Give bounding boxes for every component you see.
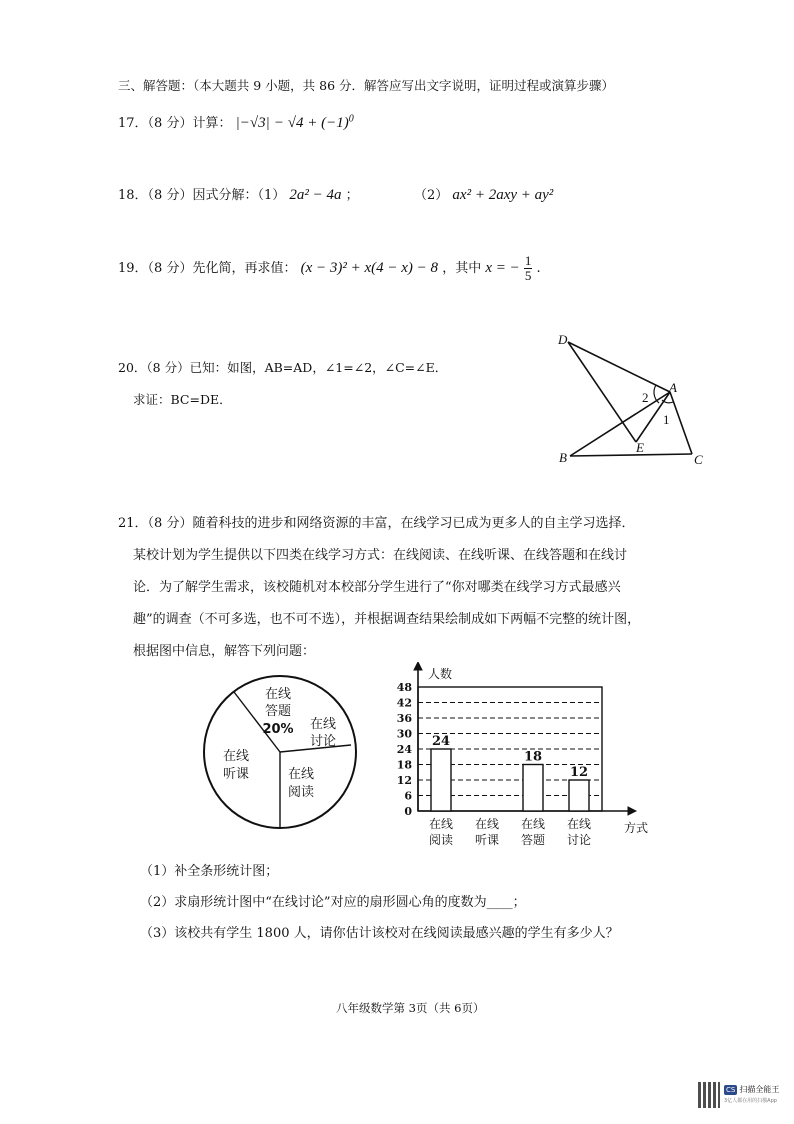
y-tick-label-24: 24 (396, 743, 412, 756)
pie-slice-answer-percent: 20% (262, 722, 294, 737)
segment-BA (570, 392, 670, 456)
x-axis-title: 方式 (624, 821, 649, 835)
pie-slice-listen-l2: 听课 (222, 767, 250, 782)
label-B: B (559, 450, 567, 465)
q21-sub-2: （2）求扇形统计图中“在线讨论”对应的扇形圆心角的度数为____； (140, 895, 526, 910)
bar-value-label-0: 24 (431, 734, 451, 749)
q17-exponent: 0 (348, 113, 354, 125)
pie-chart (196, 672, 366, 837)
q21-line-2: 某校计划为学生提供以下四类在线学习方式：在线阅读、在线听课、在线答题和在线讨 (133, 548, 628, 563)
y-axis-arrow (414, 662, 422, 670)
q18-label: 18．（8 分）因式分解：（1） (118, 188, 286, 203)
y-tick-label-48: 48 (396, 681, 412, 694)
label-C: C (694, 452, 703, 467)
q19-x-eq: x = − (485, 260, 520, 276)
x-tick-label-3-line1: 在线 (566, 817, 592, 831)
question-19 (118, 254, 541, 283)
question-18-part2 (414, 184, 553, 204)
x-tick-label-2-line1: 在线 (520, 817, 546, 831)
y-tick-label-42: 42 (396, 696, 412, 710)
label-D: D (558, 332, 568, 347)
label-E: E (636, 440, 644, 455)
label-angle-2: 2 (642, 390, 649, 405)
y-tick-label-6: 6 (404, 789, 412, 803)
q18-sep: ； (345, 188, 359, 203)
q18-part2: ax² + 2axy + ay² (452, 187, 554, 203)
x-tick-label-2-line2: 答题 (520, 833, 546, 847)
label-angle-1: 1 (663, 412, 670, 427)
page-footer: 八年级数学第 3页（共 6页） (336, 1001, 485, 1015)
x-tick-label-1-line1: 在线 (474, 817, 500, 831)
x-tick-label-1-line2: 听课 (474, 833, 500, 847)
q21-line-4: 趣”的调查（不可多选，也不可不选），并根据调查结果绘制成如下两幅不完整的统计图， (133, 612, 641, 627)
bar-2 (523, 765, 543, 812)
y-tick-label-18: 18 (396, 758, 412, 772)
q21-sub-1: （1）补全条形统计图； (140, 864, 279, 879)
geometry-figure (550, 330, 720, 470)
section-header: 三、解答题：（本大题共 9 小题，共 86 分．解答应写出文字说明，证明过程或演算步骤） (118, 78, 615, 93)
scanner-name: 扫描全能王 (739, 1085, 780, 1094)
pie-slice-answer-l2: 答题 (264, 704, 292, 719)
segment-DA (568, 342, 670, 392)
pie-slice-read-l2: 阅读 (287, 785, 315, 800)
scanner-badge: CS (726, 1086, 736, 1094)
qr-code-icon (698, 1082, 720, 1108)
q17-abs-term: |−√3| (235, 115, 270, 131)
q19-denominator: 5 (524, 268, 532, 283)
question-18 (118, 184, 359, 204)
pie-slice-discuss-l2: 讨论 (309, 734, 337, 749)
q21-line-5: 根据图中信息，解答下列问题： (133, 644, 316, 659)
q19-end: . (536, 261, 541, 276)
segment-BC (570, 454, 692, 456)
scanner-logo (724, 1084, 779, 1104)
segment-DE (568, 342, 636, 442)
pie-slice-read-l1: 在线 (287, 767, 315, 782)
pie-slice-answer-l1: 在线 (264, 687, 292, 702)
y-tick-label-30: 30 (396, 727, 412, 741)
label-A: A (669, 380, 677, 395)
bar-value-label-2: 18 (523, 749, 543, 765)
y-tick-label-36: 36 (396, 712, 412, 725)
q17-label: 17．（8 分）计算： (118, 116, 232, 131)
segment-AC (670, 392, 692, 454)
pie-slice-listen-l1: 在线 (222, 749, 250, 764)
y-axis-title: 人数 (428, 667, 453, 681)
pie-slice-discuss-l1: 在线 (309, 717, 337, 732)
x-tick-label-3-line2: 讨论 (566, 833, 592, 847)
q21-line-3: 论．为了解学生需求，该校随机对本校部分学生进行了“你对哪类在线学习方式最感兴 (133, 580, 621, 595)
q19-label: 19．（8 分）先化简，再求值： (118, 261, 297, 276)
bar-3 (569, 780, 589, 811)
q19-cond: ，其中 (442, 261, 482, 276)
q18-part1: 2a² − 4a (289, 187, 342, 203)
q20-given: 20．（8 分）已知：如图，AB=AD，∠1=∠2，∠C=∠E． (118, 360, 448, 375)
bar-0 (431, 749, 451, 811)
q21-line-1: 21．（8 分）随着科技的进步和网络资源的丰富，在线学习已成为更多人的自主学习选择． (118, 516, 635, 531)
q18-part2-label: （2） (414, 188, 449, 203)
q17-rest-terms: − √4 + (−1) (273, 115, 349, 131)
q20-prove: 求证：BC=DE． (133, 392, 232, 407)
q19-fraction (524, 254, 533, 283)
bar-chart (370, 662, 690, 850)
q19-numerator: 1 (524, 253, 532, 268)
x-tick-label-0-line1: 在线 (428, 817, 454, 831)
bar-value-label-3: 12 (569, 765, 589, 780)
q19-expr: (x − 3)² + x(4 − x) − 8 (300, 260, 439, 276)
y-tick-label-12: 12 (396, 774, 412, 787)
scanner-subtitle: 3亿人都在用的扫描App (724, 1098, 777, 1104)
y-tick-label-0: 0 (404, 805, 412, 818)
q21-sub-3: （3）该校共有学生 1800 人，请你估计该校对在线阅读最感兴趣的学生有多少人？ (140, 926, 619, 941)
question-17 (118, 112, 354, 132)
x-tick-label-0-line2: 阅读 (428, 833, 454, 847)
x-axis-arrow (628, 807, 636, 815)
